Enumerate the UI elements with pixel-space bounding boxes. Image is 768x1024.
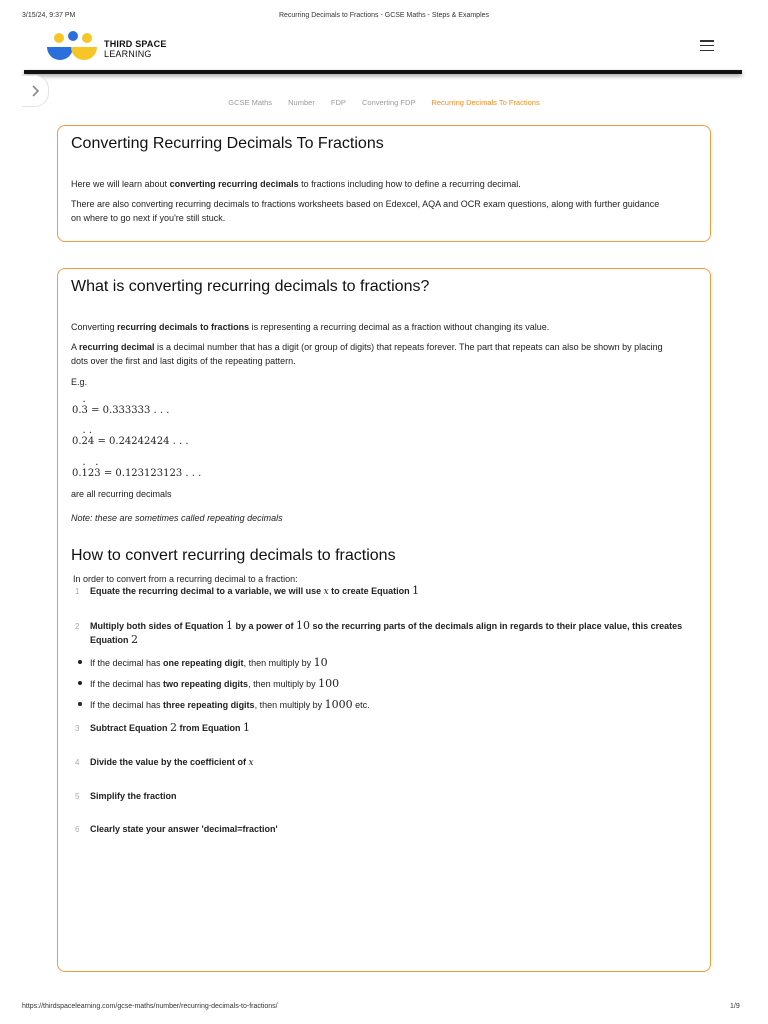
print-page-number: 1/9	[730, 1003, 740, 1010]
examples-caption: are all recurring decimals	[71, 489, 172, 499]
what-paragraph-1: Converting recurring decimals to fractions is representing a recurring decimal as a fraction without changing its value.	[71, 322, 550, 332]
step-number: 6	[75, 825, 80, 834]
print-url: https://thirdspacelearning.com/gcse-maths/number/recurring-decimals-to-fractions/	[22, 1003, 278, 1010]
brand-logo[interactable]	[45, 31, 100, 65]
eg-label: E.g.	[71, 377, 88, 387]
breadcrumb-current: Recurring Decimals To Fractions	[431, 98, 540, 107]
chevron-right-icon	[29, 84, 43, 98]
step-number: 4	[75, 758, 80, 767]
note: Note: these are sometimes called repeating decimals	[71, 513, 283, 523]
print-doc-title: Recurring Decimals to Fractions - GCSE Maths - Steps & Examples	[278, 12, 490, 19]
brand-line2: LEARNING	[104, 49, 152, 59]
step-number: 5	[75, 792, 80, 801]
breadcrumb-item[interactable]: Number	[288, 98, 315, 107]
how-lead: In order to convert from a recurring decimal to a fraction:	[73, 574, 298, 584]
breadcrumb	[0, 98, 768, 107]
menu-icon[interactable]	[700, 40, 714, 52]
step-6: Clearly state your answer 'decimal=fraction'	[90, 824, 278, 834]
breadcrumb-item[interactable]: Converting FDP	[362, 98, 416, 107]
intro-paragraph-1: Here we will learn about converting recurring decimals to fractions including how to define a recurring decimal.	[71, 179, 521, 189]
what-paragraph-2: A recurring decimal is a decimal number that has a digit (or group of digits) that repeats forever. The part that repeats can also be shown by placing dots over the first and last digits of the repeating pattern.	[71, 342, 663, 366]
step-1: Equate the recurring decimal to a variable, we will use x to create Equation 1	[90, 584, 420, 597]
step-2: Multiply both sides of Equation 1 by a power of 10 so the recurring parts of the decimals align in regards to their place value, this creates Equation 2	[90, 619, 683, 646]
brand-name	[104, 39, 167, 59]
step-number: 1	[75, 587, 80, 596]
bullet-item: If the decimal has two repeating digits, then multiply by 100	[90, 677, 340, 690]
section-title-what: What is converting recurring decimals to fractions?	[71, 278, 430, 295]
section-title-how: How to convert recurring decimals to fractions	[71, 547, 396, 564]
logo-icon	[45, 31, 100, 65]
example-recurring-3: 0.· 12· 3 = 0.123123123 . . .	[72, 468, 201, 479]
step-number: 2	[75, 622, 80, 631]
bullet-item: If the decimal has one repeating digit, then multiply by 10	[90, 656, 328, 669]
brand-line1: THIRD SPACE	[104, 39, 167, 49]
example-recurring-1: 0.· 3 = 0.333333 . . .	[72, 405, 169, 416]
step-3: Subtract Equation 2 from Equation 1	[90, 721, 251, 734]
print-datetime: 3/15/24, 9:37 PM	[22, 12, 76, 19]
bullet-item: If the decimal has three repeating digits, then multiply by 1000 etc.	[90, 698, 370, 711]
intro-paragraph-2: There are also converting recurring decimals to fractions worksheets based on Edexcel, AQA and OCR exam questions, along with further guidance on where to go next if you're still stuck.	[71, 199, 660, 223]
page-title: Converting Recurring Decimals To Fractions	[71, 135, 384, 152]
step-5: Simplify the fraction	[90, 791, 177, 801]
breadcrumb-item[interactable]: FDP	[330, 98, 346, 107]
step-4: Divide the value by the coefficient of x	[90, 757, 254, 768]
example-recurring-2: 0.· 2· 4 = 0.24242424 . . .	[72, 436, 189, 447]
header-divider	[24, 70, 742, 74]
step-number: 3	[75, 724, 80, 733]
breadcrumb-item[interactable]: GCSE Maths	[228, 98, 273, 107]
